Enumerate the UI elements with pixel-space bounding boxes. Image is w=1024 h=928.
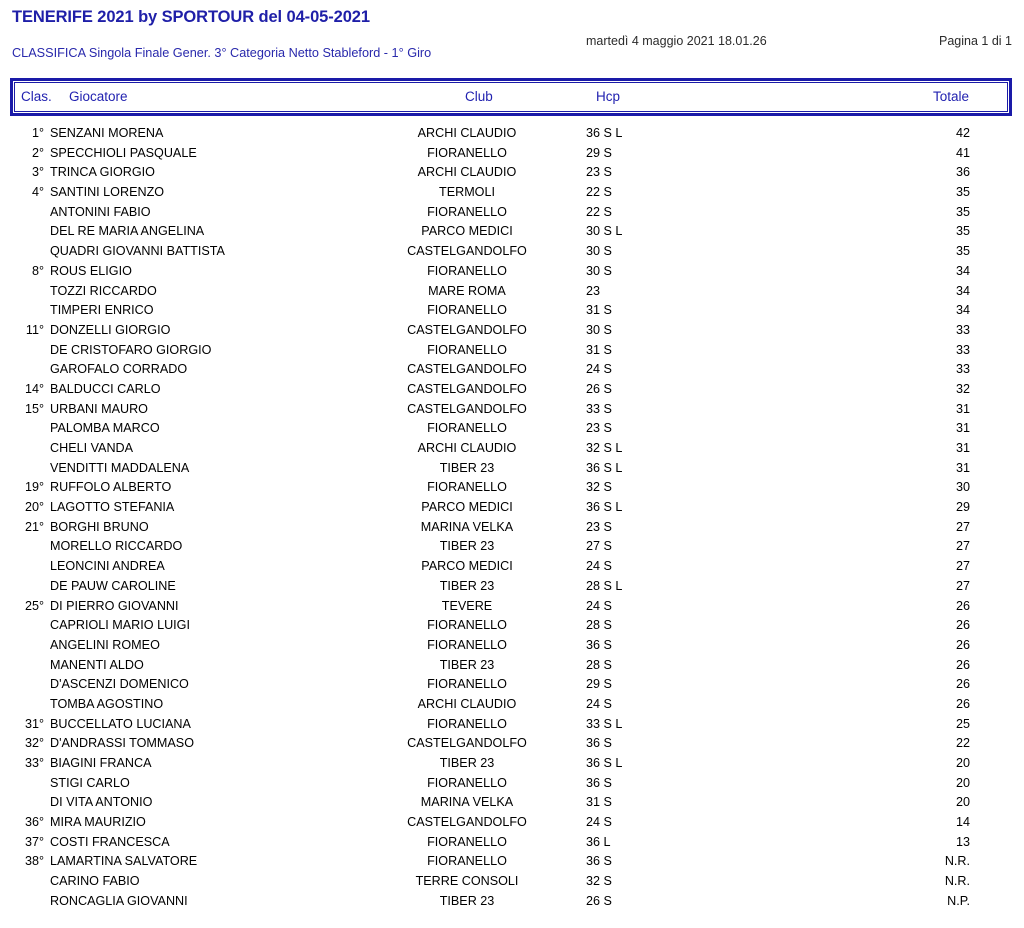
table-row <box>0 441 1024 461</box>
cell-club: FIORANELLO <box>427 342 507 357</box>
cell-club: PARCO MEDICI <box>421 500 513 515</box>
cell-club: TIBER 23 <box>439 460 495 475</box>
cell-hcp: 32 S L <box>586 441 623 455</box>
cell-hcp: 36 S <box>586 637 612 652</box>
table-row <box>0 658 1024 678</box>
cell-total: 20 <box>955 756 970 770</box>
cell-player-name: PALOMBA MARCO <box>50 421 160 436</box>
cell-total: 31 <box>955 401 970 416</box>
cell-hcp: 30 S <box>586 244 612 259</box>
cell-total: 35 <box>955 224 970 239</box>
cell-club: ARCHI CLAUDIO <box>417 126 517 140</box>
cell-player-name: ROUS ELIGIO <box>50 263 132 278</box>
cell-player-name: DE CRISTOFARO GIORGIO <box>50 342 212 357</box>
cell-total: 42 <box>955 126 970 140</box>
table-row <box>0 835 1024 855</box>
cell-club: CASTELGANDOLFO <box>407 381 527 396</box>
cell-total: 34 <box>955 303 970 318</box>
table-row <box>0 500 1024 520</box>
cell-hcp: 27 S <box>586 539 612 554</box>
cell-player-name: RONCAGLIA GIOVANNI <box>50 893 188 908</box>
cell-hcp: 28 S <box>586 618 612 633</box>
cell-club: ARCHI CLAUDIO <box>417 441 517 455</box>
cell-hcp: 36 L <box>586 834 611 849</box>
cell-total: 27 <box>955 539 970 554</box>
cell-hcp: 23 S <box>586 421 612 436</box>
cell-club: CASTELGANDOLFO <box>407 322 527 337</box>
table-row <box>0 599 1024 619</box>
cell-player-name: LAMARTINA SALVATORE <box>50 854 198 869</box>
cell-player-name: D'ANDRASSI TOMMASO <box>50 736 194 751</box>
cell-club: FIORANELLO <box>427 775 507 790</box>
cell-club: CASTELGANDOLFO <box>407 815 527 830</box>
cell-hcp: 31 S <box>586 795 612 810</box>
cell-hcp: 36 S L <box>586 500 623 515</box>
cell-club: FIORANELLO <box>427 716 507 731</box>
cell-hcp: 32 S <box>586 480 612 495</box>
table-row <box>0 461 1024 481</box>
cell-club: CASTELGANDOLFO <box>407 736 527 751</box>
cell-player-name: RUFFOLO ALBERTO <box>50 480 172 495</box>
page-title: TENERIFE 2021 by SPORTOUR del 04-05-2021 <box>12 8 370 26</box>
cell-hcp: 30 S <box>586 322 612 337</box>
cell-rank: 1° <box>31 126 44 140</box>
table-row <box>0 421 1024 441</box>
cell-club: TEVERE <box>441 598 493 613</box>
cell-rank: 33° <box>24 756 44 770</box>
cell-total: 36 <box>955 165 970 180</box>
cell-player-name: LEONCINI ANDREA <box>50 559 165 574</box>
cell-player-name: GAROFALO CORRADO <box>50 362 188 377</box>
cell-club: CASTELGANDOLFO <box>407 401 527 416</box>
cell-club: FIORANELLO <box>427 204 507 219</box>
table-row <box>0 618 1024 638</box>
cell-rank: 15° <box>24 401 44 416</box>
cell-club: FIORANELLO <box>427 618 507 633</box>
cell-rank: 4° <box>31 185 44 200</box>
cell-hcp: 28 S L <box>586 578 623 593</box>
table-row <box>0 165 1024 185</box>
cell-club: FIORANELLO <box>427 834 507 849</box>
cell-hcp: 23 <box>586 283 601 298</box>
cell-club: PARCO MEDICI <box>421 224 513 239</box>
cell-total: N.P. <box>947 893 970 908</box>
column-header-club: Club <box>465 89 493 104</box>
cell-total: 34 <box>955 263 970 278</box>
cell-total: 27 <box>955 519 970 534</box>
cell-club: FIORANELLO <box>427 421 507 436</box>
cell-club: ARCHI CLAUDIO <box>417 165 517 180</box>
table-row <box>0 205 1024 225</box>
cell-club: FIORANELLO <box>427 145 507 160</box>
cell-rank: 3° <box>31 165 44 180</box>
cell-total: 32 <box>955 381 970 396</box>
cell-player-name: COSTI FRANCESCA <box>50 834 170 849</box>
cell-rank: 19° <box>24 480 44 495</box>
cell-player-name: BUCCELLATO LUCIANA <box>50 716 191 731</box>
cell-club: CASTELGANDOLFO <box>407 362 527 377</box>
cell-player-name: URBANI MAURO <box>50 401 148 416</box>
cell-hcp: 31 S <box>586 342 612 357</box>
cell-rank: 25° <box>24 598 44 613</box>
cell-hcp: 36 S <box>586 736 612 751</box>
column-header-hcp: Hcp <box>596 89 621 104</box>
cell-total: 27 <box>955 578 970 593</box>
cell-total: 33 <box>955 322 970 337</box>
cell-total: 26 <box>955 598 970 613</box>
cell-player-name: CHELI VANDA <box>50 441 134 455</box>
cell-total: 30 <box>955 480 970 495</box>
table-row <box>0 677 1024 697</box>
cell-club: PARCO MEDICI <box>421 559 513 574</box>
table-row <box>0 244 1024 264</box>
table-row <box>0 480 1024 500</box>
cell-total: 33 <box>955 362 970 377</box>
table-row <box>0 520 1024 540</box>
cell-total: 35 <box>955 204 970 219</box>
table-header-box <box>10 78 1012 116</box>
table-row <box>0 126 1024 146</box>
cell-total: N.R. <box>944 874 970 889</box>
cell-player-name: TOZZI RICCARDO <box>50 283 157 298</box>
cell-total: 31 <box>955 460 970 475</box>
cell-total: 27 <box>955 559 970 574</box>
cell-player-name: BALDUCCI CARLO <box>50 381 161 396</box>
cell-player-name: CAPRIOLI MARIO LUIGI <box>50 618 190 633</box>
table-row <box>0 303 1024 323</box>
column-header-totale: Totale <box>933 89 970 104</box>
table-row <box>0 402 1024 422</box>
cell-club: TIBER 23 <box>439 756 495 770</box>
table-row <box>0 579 1024 599</box>
cell-hcp: 30 S L <box>586 224 623 239</box>
cell-total: 26 <box>955 657 970 672</box>
table-row <box>0 638 1024 658</box>
report-subtitle: CLASSIFICA Singola Finale Gener. 3° Categoria Netto Stableford - 1° Giro <box>12 46 432 60</box>
cell-club: CASTELGANDOLFO <box>407 244 527 259</box>
cell-hcp: 24 S <box>586 815 612 830</box>
cell-total: 31 <box>955 441 970 455</box>
column-header-clas: Clas. <box>21 89 52 104</box>
page-indicator: Pagina 1 di 1 <box>939 34 1012 48</box>
table-row <box>0 736 1024 756</box>
cell-club: TERMOLI <box>439 185 495 200</box>
cell-player-name: D'ASCENZI DOMENICO <box>50 677 189 692</box>
cell-total: 35 <box>955 244 970 259</box>
cell-player-name: MIRA MAURIZIO <box>50 815 146 830</box>
table-header-row <box>13 81 1009 113</box>
cell-player-name: SANTINI LORENZO <box>50 185 165 200</box>
cell-player-name: BIAGINI FRANCA <box>50 756 152 770</box>
table-row <box>0 894 1024 914</box>
table-row <box>0 854 1024 874</box>
cell-player-name: SPECCHIOLI PASQUALE <box>50 145 197 160</box>
column-header-giocatore: Giocatore <box>69 89 128 104</box>
cell-hcp: 22 S <box>586 185 612 200</box>
cell-hcp: 24 S <box>586 559 612 574</box>
print-timestamp: martedì 4 maggio 2021 18.01.26 <box>586 34 767 48</box>
cell-rank: 11° <box>25 322 44 337</box>
cell-rank: 14° <box>24 381 44 396</box>
cell-player-name: DE PAUW CAROLINE <box>50 578 176 593</box>
table-row <box>0 539 1024 559</box>
cell-club: TIBER 23 <box>439 657 495 672</box>
cell-club: FIORANELLO <box>427 677 507 692</box>
cell-hcp: 29 S <box>586 677 612 692</box>
cell-hcp: 24 S <box>586 696 612 711</box>
cell-rank: 36° <box>24 815 44 830</box>
cell-player-name: TOMBA AGOSTINO <box>50 696 164 711</box>
cell-rank: 31° <box>24 716 44 731</box>
cell-club: TIBER 23 <box>439 578 495 593</box>
table-row <box>0 874 1024 894</box>
cell-total: 26 <box>955 637 970 652</box>
cell-club: TIBER 23 <box>439 893 495 908</box>
cell-total: 33 <box>955 342 970 357</box>
cell-rank: 32° <box>24 736 44 751</box>
cell-hcp: 36 S <box>586 775 612 790</box>
cell-player-name: DI VITA ANTONIO <box>50 795 153 810</box>
table-row <box>0 185 1024 205</box>
cell-club: FIORANELLO <box>427 263 507 278</box>
table-row <box>0 382 1024 402</box>
cell-club: MARINA VELKA <box>420 795 514 810</box>
cell-hcp: 33 S L <box>586 716 623 731</box>
cell-club: MARINA VELKA <box>420 519 514 534</box>
cell-hcp: 24 S <box>586 362 612 377</box>
cell-player-name: LAGOTTO STEFANIA <box>50 500 175 515</box>
cell-rank: 2° <box>31 145 44 160</box>
cell-player-name: MORELLO RICCARDO <box>50 539 183 554</box>
cell-total: 26 <box>955 618 970 633</box>
cell-player-name: DONZELLI GIORGIO <box>50 322 171 337</box>
table-row <box>0 323 1024 343</box>
cell-player-name: TRINCA GIORGIO <box>50 165 155 180</box>
cell-player-name: CARINO FABIO <box>50 874 140 889</box>
cell-hcp: 26 S <box>586 893 612 908</box>
cell-total: 41 <box>955 145 970 160</box>
table-row <box>0 697 1024 717</box>
cell-club: FIORANELLO <box>427 303 507 318</box>
cell-player-name: VENDITTI MADDALENA <box>50 460 190 475</box>
cell-player-name: ANTONINI FABIO <box>50 204 151 219</box>
cell-club: FIORANELLO <box>427 854 507 869</box>
cell-player-name: ANGELINI ROMEO <box>50 637 160 652</box>
cell-player-name: MANENTI ALDO <box>50 657 144 672</box>
table-row <box>0 815 1024 835</box>
cell-hcp: 29 S <box>586 145 612 160</box>
results-table-body <box>0 126 1024 914</box>
cell-hcp: 24 S <box>586 598 612 613</box>
cell-player-name: STIGI CARLO <box>50 775 130 790</box>
cell-hcp: 36 S L <box>586 126 623 140</box>
cell-club: FIORANELLO <box>427 480 507 495</box>
table-row <box>0 795 1024 815</box>
cell-total: 22 <box>955 736 970 751</box>
cell-player-name: BORGHI BRUNO <box>50 519 149 534</box>
cell-rank: 8° <box>31 263 44 278</box>
cell-total: 20 <box>955 775 970 790</box>
cell-player-name: QUADRI GIOVANNI BATTISTA <box>50 244 225 259</box>
cell-club: TIBER 23 <box>439 539 495 554</box>
cell-hcp: 32 S <box>586 874 612 889</box>
cell-total: 14 <box>955 815 970 830</box>
cell-hcp: 23 S <box>586 519 612 534</box>
cell-rank: 37° <box>24 834 44 849</box>
table-row <box>0 343 1024 363</box>
cell-hcp: 28 S <box>586 657 612 672</box>
table-row <box>0 362 1024 382</box>
table-row <box>0 756 1024 776</box>
cell-total: 31 <box>955 421 970 436</box>
table-row <box>0 224 1024 244</box>
cell-hcp: 36 S <box>586 854 612 869</box>
table-row <box>0 264 1024 284</box>
cell-hcp: 30 S <box>586 263 612 278</box>
cell-hcp: 31 S <box>586 303 612 318</box>
table-row <box>0 146 1024 166</box>
cell-total: 34 <box>955 283 970 298</box>
cell-total: 20 <box>955 795 970 810</box>
cell-total: 13 <box>955 834 970 849</box>
cell-club: FIORANELLO <box>427 637 507 652</box>
cell-hcp: 33 S <box>586 401 612 416</box>
cell-total: 26 <box>955 696 970 711</box>
cell-total: N.R. <box>944 854 970 869</box>
table-row <box>0 284 1024 304</box>
table-row <box>0 559 1024 579</box>
cell-hcp: 26 S <box>586 381 612 396</box>
cell-player-name: SENZANI MORENA <box>50 126 164 140</box>
cell-player-name: DEL RE MARIA ANGELINA <box>50 224 205 239</box>
cell-total: 26 <box>955 677 970 692</box>
table-row <box>0 717 1024 737</box>
cell-club: ARCHI CLAUDIO <box>417 696 517 711</box>
cell-club: MARE ROMA <box>428 283 506 298</box>
cell-hcp: 36 S L <box>586 460 623 475</box>
cell-hcp: 23 S <box>586 165 612 180</box>
cell-hcp: 22 S <box>586 204 612 219</box>
cell-player-name: TIMPERI ENRICO <box>50 303 154 318</box>
cell-rank: 38° <box>24 854 44 869</box>
cell-player-name: DI PIERRO GIOVANNI <box>50 598 179 613</box>
cell-total: 29 <box>955 500 970 515</box>
cell-club: TERRE CONSOLI <box>415 874 519 889</box>
cell-total: 35 <box>955 185 970 200</box>
table-row <box>0 776 1024 796</box>
cell-hcp: 36 S L <box>586 756 623 770</box>
cell-total: 25 <box>955 716 970 731</box>
cell-rank: 21° <box>24 519 44 534</box>
cell-rank: 20° <box>24 500 44 515</box>
